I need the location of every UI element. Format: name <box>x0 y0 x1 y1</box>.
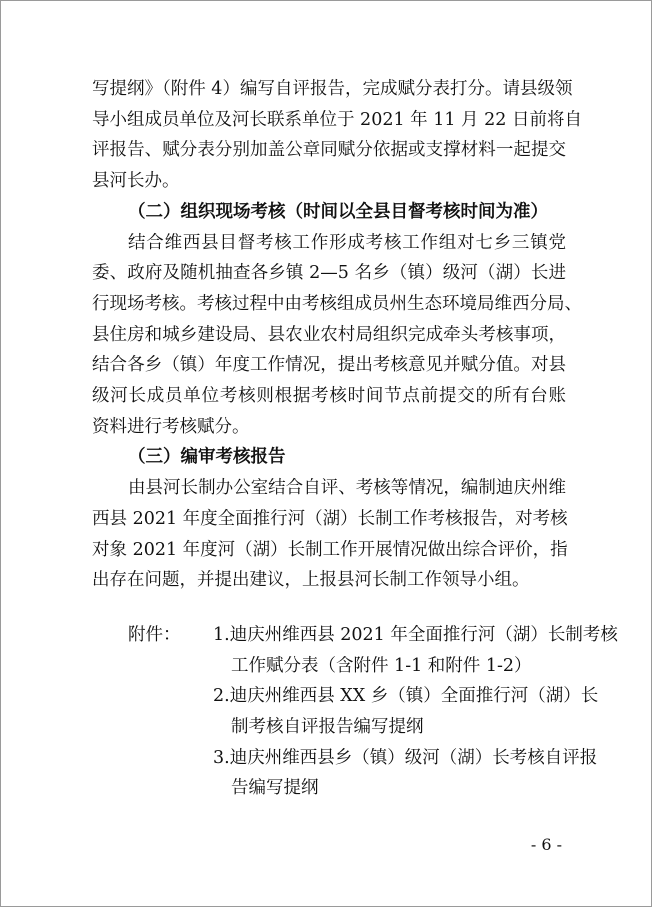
page-number: - 6 - <box>530 835 562 854</box>
attachment-body <box>213 743 597 804</box>
attachment-title-cont: 制考核自评报告编写提纲 <box>231 717 424 738</box>
attachment-body <box>213 620 618 681</box>
document-body <box>92 74 618 804</box>
text-line: 级河长成员单位考核则根据考核时间节点前提交的所有台账 <box>92 386 566 407</box>
text-line: 评报告、赋分表分别加盖公章同赋分依据或支撑材料一起提交 <box>92 140 566 161</box>
section-2 <box>92 197 582 443</box>
text-line: 由县河长制办公室结合自评、考核等情况，编制迪庆州维 <box>128 478 566 499</box>
attachment-title: 3.迪庆州维西县乡（镇）级河（湖）长考核自评报 <box>213 747 598 768</box>
attachment-item-3 <box>92 743 598 804</box>
text-line: 导小组成员单位及河长联系单位于 2021 年 11 月 22 日前将自 <box>92 109 582 130</box>
text-line: 结合维西县目督考核工作形成考核工作组对七乡三镇党 <box>128 232 566 253</box>
text-line: 县河长办。 <box>92 171 180 192</box>
text-line: 出存在问题，并提出建议，上报县河长制工作领导小组。 <box>92 570 530 591</box>
text-line: 结合各乡（镇）年度工作情况，提出考核意见并赋分值。对县 <box>92 355 566 376</box>
section-3-heading: （三）编审考核报告 <box>128 447 286 468</box>
attachments-label-spacer <box>92 743 213 804</box>
section-2-heading: （二）组织现场考核（时间以全县目督考核时间为准） <box>128 201 548 222</box>
attachment-title: 1.迪庆州维西县 2021 年全面推行河（湖）长制考核 <box>213 624 618 645</box>
attachment-title: 2.迪庆州维西县 XX 乡（镇）全面推行河（湖）长 <box>213 686 599 707</box>
text-line: 西县 2021 年度全面推行河（湖）长制工作考核报告，对考核 <box>92 508 568 529</box>
paragraph-1 <box>92 74 582 197</box>
text-line: 县住房和城乡建设局、县农业农村局组织完成牵头考核事项， <box>92 324 566 345</box>
attachment-item-1 <box>92 620 618 681</box>
text-line: 行现场考核。考核过程中由考核组成员州生态环境局维西分局、 <box>92 293 582 314</box>
text-line: 写提纲》（附件 4）编写自评报告，完成赋分表打分。请县级领 <box>92 79 573 99</box>
attachment-title-cont: 告编写提纲 <box>231 778 319 799</box>
attachment-body <box>213 681 598 742</box>
text-line: 委、政府及随机抽查各乡镇 2—5 名乡（镇）级河（湖）长进 <box>92 263 566 284</box>
attachment-item-2 <box>92 681 599 742</box>
attachments-label: 附件： <box>128 624 181 645</box>
attachments-list <box>92 620 618 804</box>
attachments-label-spacer <box>92 681 213 742</box>
section-3 <box>92 442 566 596</box>
text-line: 资料进行考核赋分。 <box>92 416 250 437</box>
text-line: 对象 2021 年度河（湖）长制工作开展情况做出综合评价，指 <box>92 539 568 560</box>
attachment-title-cont: 工作赋分表（含附件 1-1 和附件 1-2） <box>231 655 532 676</box>
